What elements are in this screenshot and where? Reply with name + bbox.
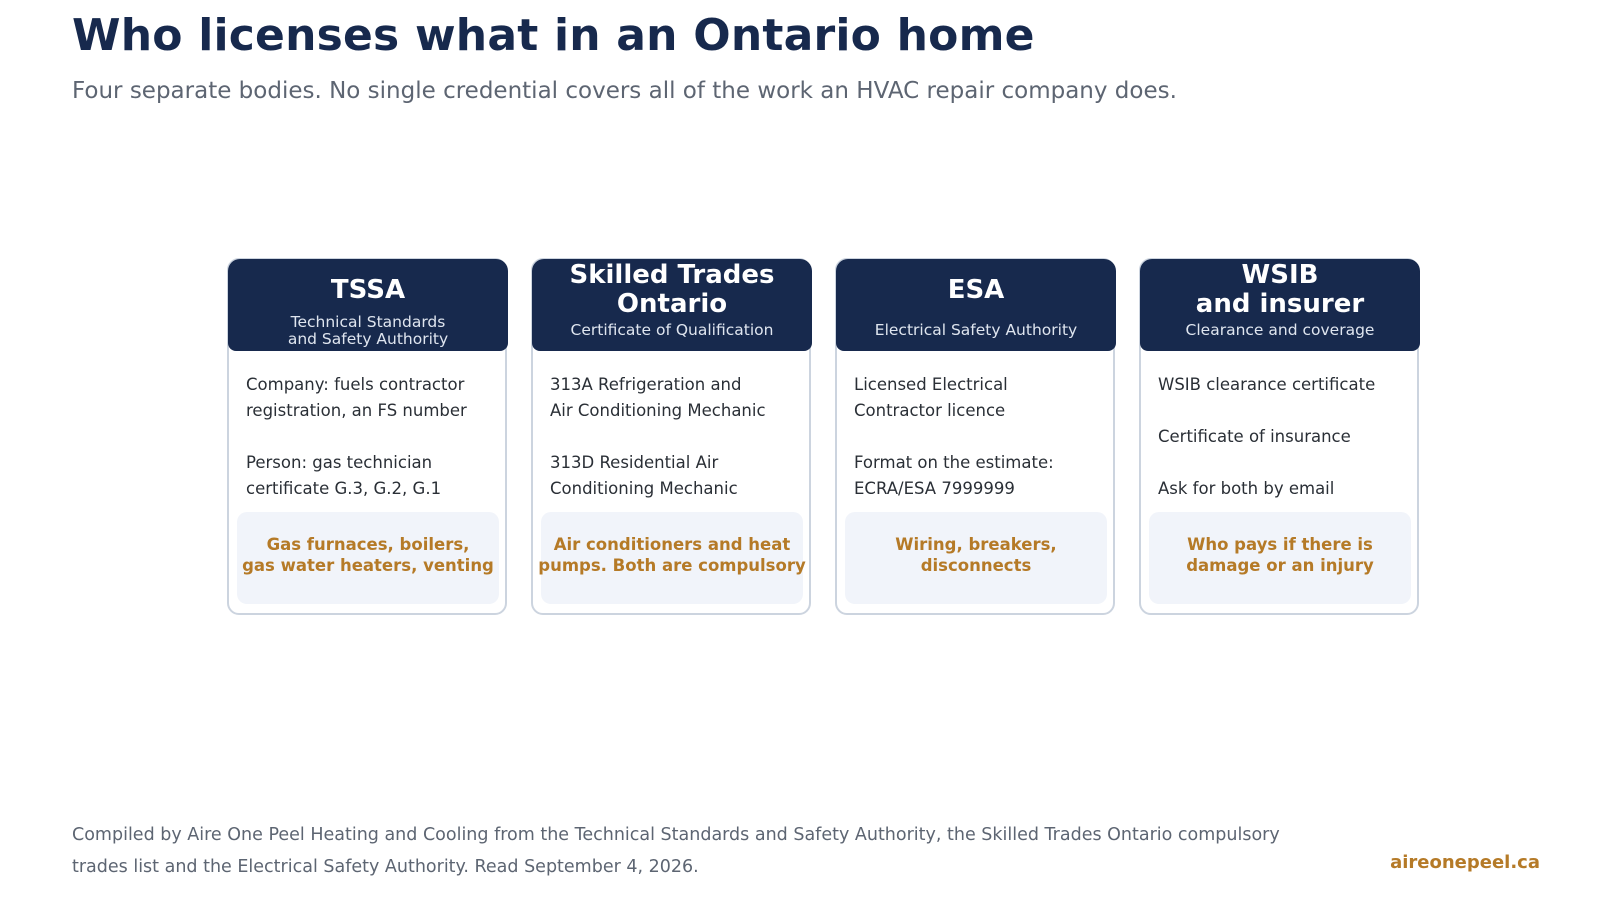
card-subtitle: Electrical Safety Authority (874, 321, 1078, 339)
card-subtitle: Clearance and coverage (1185, 321, 1375, 339)
card-scope-panel (237, 512, 499, 604)
card-header (836, 259, 1116, 351)
card-scope: Gas furnaces, boilers, gas water heaters, venting (242, 535, 494, 575)
card-details (246, 372, 497, 528)
card-tssa (227, 258, 507, 615)
card-detail: 313D Residential Air Conditioning Mechanic (550, 453, 738, 498)
card-scope-panel (538, 512, 806, 604)
card-scope: Wiring, breakers, disconnects (895, 535, 1057, 575)
card-detail: Person: gas technician certificate G.3, G.2, G.1 (246, 453, 442, 498)
card-esa (835, 258, 1115, 615)
card-wsib-and-insurer (1139, 258, 1419, 615)
website-link[interactable]: aireonepeel.ca (1390, 852, 1540, 873)
licensing-bodies-cards (227, 258, 1419, 615)
card-subtitle: Certificate of Qualification (570, 321, 774, 339)
card-scope: Who pays if there is damage or an injury (1186, 535, 1374, 575)
card-title: ESA (947, 275, 1005, 305)
card-scope-panel (1149, 512, 1411, 604)
card-title: WSIB and insurer (1195, 260, 1365, 319)
card-details (550, 372, 801, 528)
card-scope-panel (845, 512, 1107, 604)
card-header (1140, 259, 1420, 351)
card-detail: Licensed Electrical Contractor licence (854, 375, 1008, 420)
card-header (532, 259, 812, 351)
card-subtitle: Technical Standards and Safety Authority (287, 313, 449, 348)
page-title: Who licenses what in an Ontario home (72, 10, 1035, 61)
card-header (228, 259, 508, 351)
card-scope: Air conditioners and heat pumps. Both are compulsory (538, 535, 806, 575)
card-detail: Company: fuels contractor registration, an FS number (246, 375, 467, 420)
card-detail: Ask for both by email (1158, 479, 1335, 498)
card-detail: WSIB clearance certificate (1158, 375, 1376, 394)
card-detail: 313A Refrigeration and Air Conditioning Mechanic (550, 375, 766, 420)
page-subtitle: Four separate bodies. No single credential covers all of the work an HVAC repair company does. (72, 78, 1177, 104)
card-title: TSSA (330, 275, 406, 305)
card-details (854, 372, 1105, 528)
card-skilled-trades-ontario (531, 258, 811, 615)
card-title: Skilled Trades Ontario (569, 260, 775, 319)
card-details (1158, 372, 1409, 528)
card-detail: Certificate of insurance (1158, 427, 1351, 446)
card-detail: Format on the estimate: ECRA/ESA 7999999 (854, 453, 1054, 498)
source-note: Compiled by Aire One Peel Heating and Cooling from the Technical Standards and Safety Authority, the Skilled Trades Ontario compulsory trades list and the Electrical Safety Authority. Read September 4, 2026. (72, 825, 1280, 877)
